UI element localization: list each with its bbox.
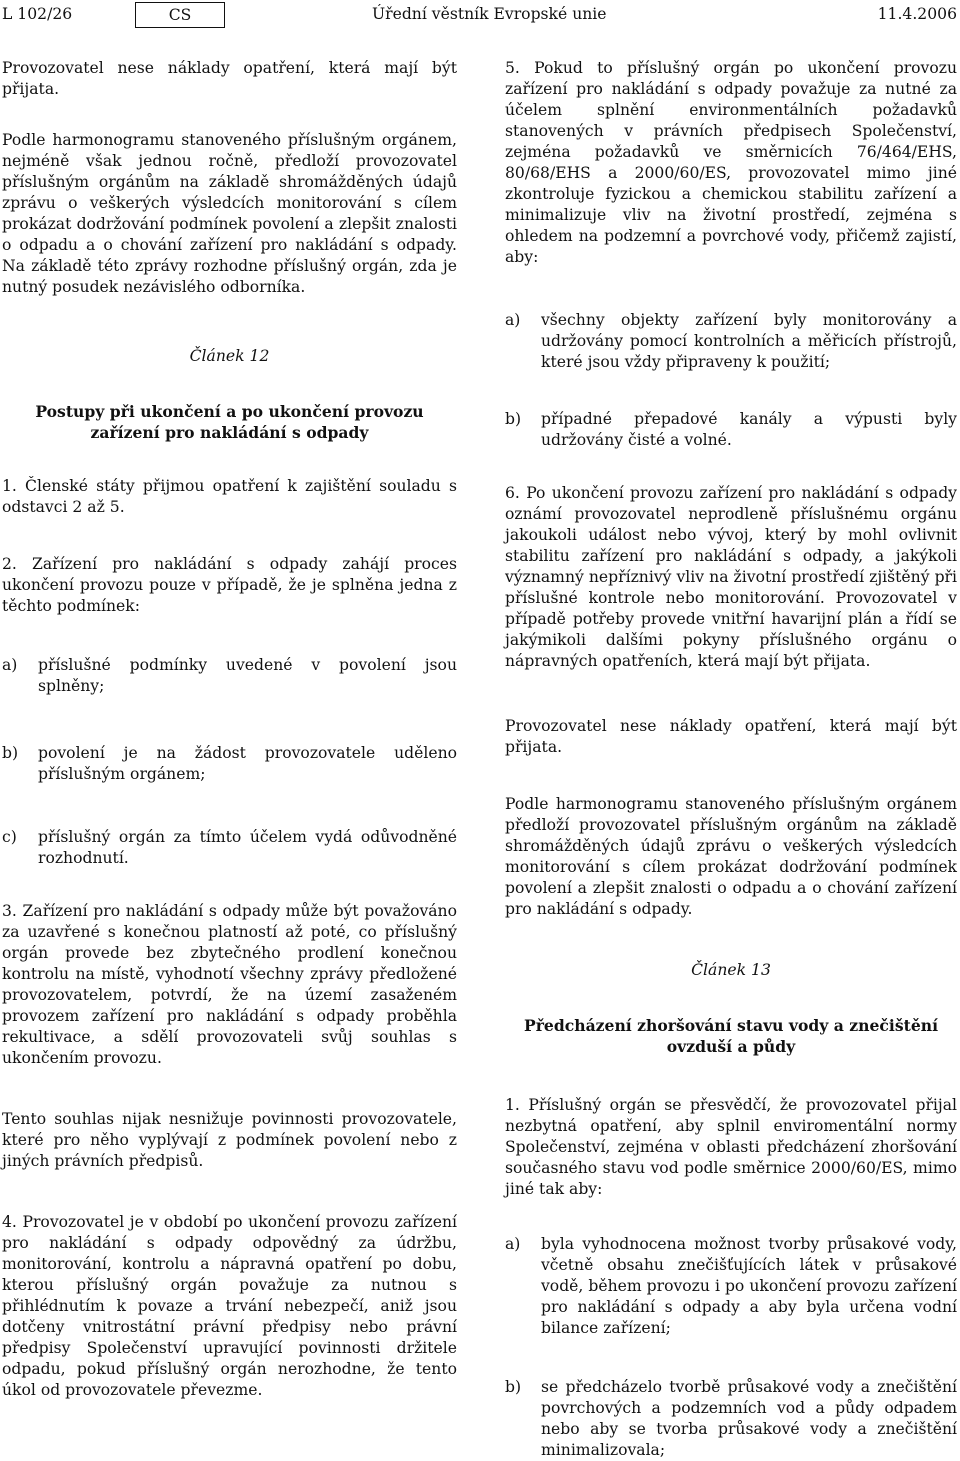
article-number: Článek 12 [189,347,270,365]
article-title: Postupy při ukončení a po ukončení provozu zařízení pro nakládání s odpady [35,402,424,442]
list-text: příslušný orgán za tímto účelem vydá odůvodněné rozhodnutí. [38,828,457,867]
left-column [2,58,457,1401]
list-marker: a) [505,1235,521,1253]
paragraph: Provozovatel nese náklady opatření, která mají být přijata. [505,717,957,756]
list-marker: a) [505,311,521,329]
paragraph: 4. Provozovatel je v období po ukončení provozu zařízení pro nakládání s odpady odpovědný za údržbu, monitorování, kontrolu a nápravná opatření po dobu, kterou příslušný orgán považuje za nutnou s přihlédnutím k povaze a trvání nebezpečí, aniž jsou dotčeny vnitrostátní právní předpisy nebo právní předpisy Společenství upravující povinnosti držitele odpadu, pokud příslušný orgán nerozhodne, že tento úkol od provozovatele převezme. [2,1213,457,1399]
article-title: Předcházení zhoršování stavu vody a znečištění ovzduší a půdy [523,1016,938,1056]
list-item [505,310,957,373]
paragraph: 1. Příslušný orgán se přesvědčí, že provozovatel přijal nezbytná opatření, aby splnil enviromentální normy Společenství, zejména v oblasti předcházení zhoršování současného stavu vod podle směrnice 2000/60/ES, mimo jiné tak aby: [505,1096,957,1198]
list-item [505,1377,957,1461]
list-text: případné přepadové kanály a výpusti byly udržovány čisté a volné. [541,410,957,449]
paragraph: 3. Zařízení pro nakládání s odpady může být považováno za uzavřené s konečnou platností až poté, co příslušný orgán provede bez zbytečného prodlení konečnou kontrolu na místě, vyhodnotí všechny zprávy předložené provozovatelem, potvrdí, že na území zasaženém provozem zařízení pro nakládání s odpady proběhla rekultivace, a sdělí provozovateli svůj souhlas s ukončením provozu. [2,902,457,1067]
list-item [2,655,457,697]
list-text: se předcházelo tvorbě průsakové vody a znečištění povrchových a podzemních vod a půdy odpadem nebo aby se tvorba průsakové vody a znečištění minimalizovala; [541,1378,957,1459]
paragraph: Podle harmonogramu stanoveného příslušným orgánem, nejméně však jednou ročně, předloží provozovatel příslušným orgánům na základě shromážděných údajů zprávu o veškerých výsledcích monitorování s cílem prokázat dodržování podmínek povolení a zlepšit znalosti o odpadu a o chování zařízení pro nakládání s odpady. Na základě této zprávy rozhodne příslušný orgán, zda je nutný posudek nezávislého odborníka. [2,131,457,296]
list-marker: a) [2,656,18,674]
page-header [0,0,960,34]
language-code-box: CS [135,2,225,28]
paragraph: 6. Po ukončení provozu zařízení pro nakládání s odpady oznámí provozovatel neprodleně příslušnému orgánu jakoukoli událost nebo vývoj, který by mohl ovlivnit stabilitu zařízení pro nakládání s odpady, a jakýkoli významný nepříznivý vliv na životní prostředí zjištěný při příslušné kontrole nebo monitorování. Provozovatel v případě potřeby provede vnitřní havarijní plán a řídí se jakýmikoli dalšími pokyny příslušného orgánu o nápravných opatřeních, která mají být přijata. [505,484,957,670]
list-item [505,1234,957,1339]
publication-date: 11.4.2006 [877,5,957,23]
list-item [2,743,457,785]
list-marker: b) [2,744,19,762]
list-text: byla vyhodnocena možnost tvorby průsakové vody, včetně obsahu znečišťujících látek v průsakové vodě, během provozu i po ukončení provozu zařízení pro nakládání s odpady a aby byla určena vodní bilance zařízení; [541,1235,957,1337]
list-item [2,827,457,869]
paragraph: Tento souhlas nijak nesnižuje povinnosti provozovatele, které pro něho vyplývají z podmínek povolení nebo z jiných právních předpisů. [2,1110,457,1170]
article-number: Článek 13 [691,961,771,979]
list-item [505,409,957,451]
right-column [505,58,957,1461]
list-marker: b) [505,410,522,428]
list-marker: b) [505,1378,522,1396]
list-text: všechny objekty zařízení byly monitorovány a udržovány pomocí kontrolních a měřicích přístrojů, které jsou vždy připraveny k použití; [541,311,957,371]
paragraph: Provozovatel nese náklady opatření, která mají být přijata. [2,59,457,98]
list-text: příslušné podmínky uvedené v povolení jsou splněny; [38,656,457,695]
paragraph: 2. Zařízení pro nakládání s odpady zahájí proces ukončení provozu pouze v případě, že je splněna jedna z těchto podmínek: [2,555,457,615]
paragraph: 1. Členské státy přijmou opatření k zajištění souladu s odstavci 2 až 5. [2,477,457,516]
paragraph: Podle harmonogramu stanoveného příslušným orgánem předloží provozovatel příslušným orgánům na základě shromážděných údajů zprávu o veškerých výsledcích monitorování s cílem prokázat dodržování podmínek povolení a zlepšit znalosti o odpadu a o chování zařízení pro nakládání s odpady. [505,795,957,918]
journal-title: Úřední věstník Evropské unie [372,5,607,23]
paragraph: 5. Pokud to příslušný orgán po ukončení provozu zařízení pro nakládání s odpady považuje za nutné za účelem splnění environmentálních požadavků stanovených v právních předpisech Společenství, zejména požadavků ve směrnicích 76/464/EHS, 80/68/EHS a 2000/60/ES, provozovatel mimo jiné zkontroluje fyzickou a chemickou stabilitu zařízení a minimalizuje vliv na životní prostředí, zejména s ohledem na podzemní a povrchové vody, přičemž zajistí, aby: [505,59,957,266]
list-text: povolení je na žádost provozovatele uděleno příslušným orgánem; [38,744,457,783]
list-marker: c) [2,828,17,846]
journal-reference: L 102/26 [2,5,73,23]
